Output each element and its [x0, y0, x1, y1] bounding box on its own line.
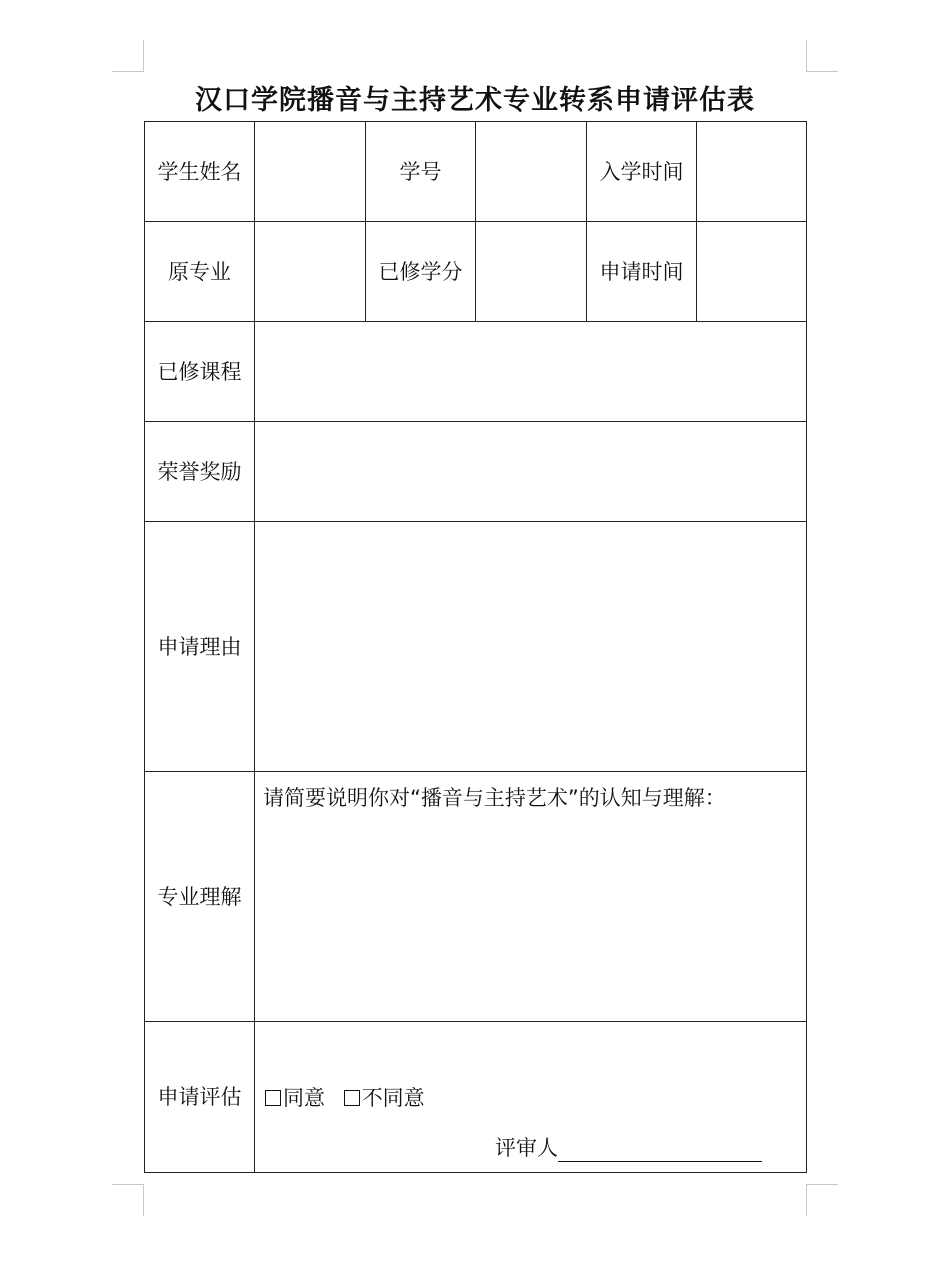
row-major-info [145, 222, 807, 322]
enroll-time-field[interactable] [697, 122, 807, 222]
student-id-label: 学号 [399, 159, 442, 184]
student-name-label-cell [145, 122, 255, 222]
honors-label: 荣誉奖励 [157, 459, 242, 484]
understanding-label-cell [145, 772, 255, 1022]
crop-mark-top-right-v [806, 40, 807, 72]
student-id-label-cell [366, 122, 476, 222]
original-major-label: 原专业 [168, 259, 231, 284]
reason-label: 申请理由 [157, 634, 242, 659]
evaluation-content [255, 1022, 806, 1172]
credits-label: 已修学分 [378, 259, 463, 284]
honors-field[interactable] [255, 422, 807, 522]
crop-mark-top-right-h [806, 71, 838, 72]
crop-mark-bottom-right-h [806, 1184, 838, 1185]
reason-label-cell [145, 522, 255, 772]
crop-mark-top-left-v [143, 40, 144, 72]
evaluation-label: 申请评估 [157, 1085, 242, 1109]
student-name-label: 学生姓名 [157, 159, 242, 184]
agree-option[interactable] [265, 1086, 325, 1110]
disagree-label: 不同意 [361, 1086, 425, 1110]
agree-checkbox[interactable] [265, 1090, 281, 1106]
row-courses [145, 322, 807, 422]
courses-field[interactable] [255, 322, 807, 422]
student-id-field[interactable] [476, 122, 587, 222]
original-major-label-cell [145, 222, 255, 322]
enroll-time-label: 入学时间 [599, 159, 684, 184]
apply-time-field[interactable] [697, 222, 807, 322]
understanding-label: 专业理解 [157, 884, 242, 909]
evaluation-field [255, 1022, 807, 1173]
reviewer-label: 评审人 [495, 1136, 558, 1160]
row-honors [145, 422, 807, 522]
disagree-option[interactable] [344, 1086, 425, 1110]
student-name-field[interactable] [255, 122, 366, 222]
disagree-checkbox[interactable] [344, 1090, 360, 1106]
crop-mark-top-left-h [112, 71, 144, 72]
form-title: 汉口学院播音与主持艺术专业转系申请评估表 [195, 85, 755, 116]
row-reason [145, 522, 807, 772]
row-basic-info [145, 122, 807, 222]
crop-mark-bottom-left-h [112, 1184, 144, 1185]
apply-time-label: 申请时间 [599, 259, 684, 284]
honors-label-cell [145, 422, 255, 522]
courses-label: 已修课程 [157, 359, 242, 384]
enroll-time-label-cell [587, 122, 697, 222]
credits-field[interactable] [476, 222, 587, 322]
reviewer-line [495, 1132, 762, 1162]
row-evaluation [145, 1022, 807, 1173]
application-form-table [144, 121, 807, 1173]
crop-mark-bottom-left-v [143, 1184, 144, 1216]
reason-field[interactable] [255, 522, 807, 772]
reviewer-signature-field[interactable] [558, 1137, 762, 1162]
crop-mark-bottom-right-v [806, 1184, 807, 1216]
agree-label: 同意 [283, 1086, 325, 1110]
understanding-prompt: 请简要说明你对“播音与主持艺术”的认知与理解： [263, 786, 726, 810]
row-understanding [145, 772, 807, 1022]
courses-label-cell [145, 322, 255, 422]
original-major-field[interactable] [255, 222, 366, 322]
apply-time-label-cell [587, 222, 697, 322]
evaluation-label-cell [145, 1022, 255, 1173]
understanding-field[interactable] [255, 772, 807, 1022]
evaluation-options [265, 1082, 437, 1112]
credits-label-cell [366, 222, 476, 322]
